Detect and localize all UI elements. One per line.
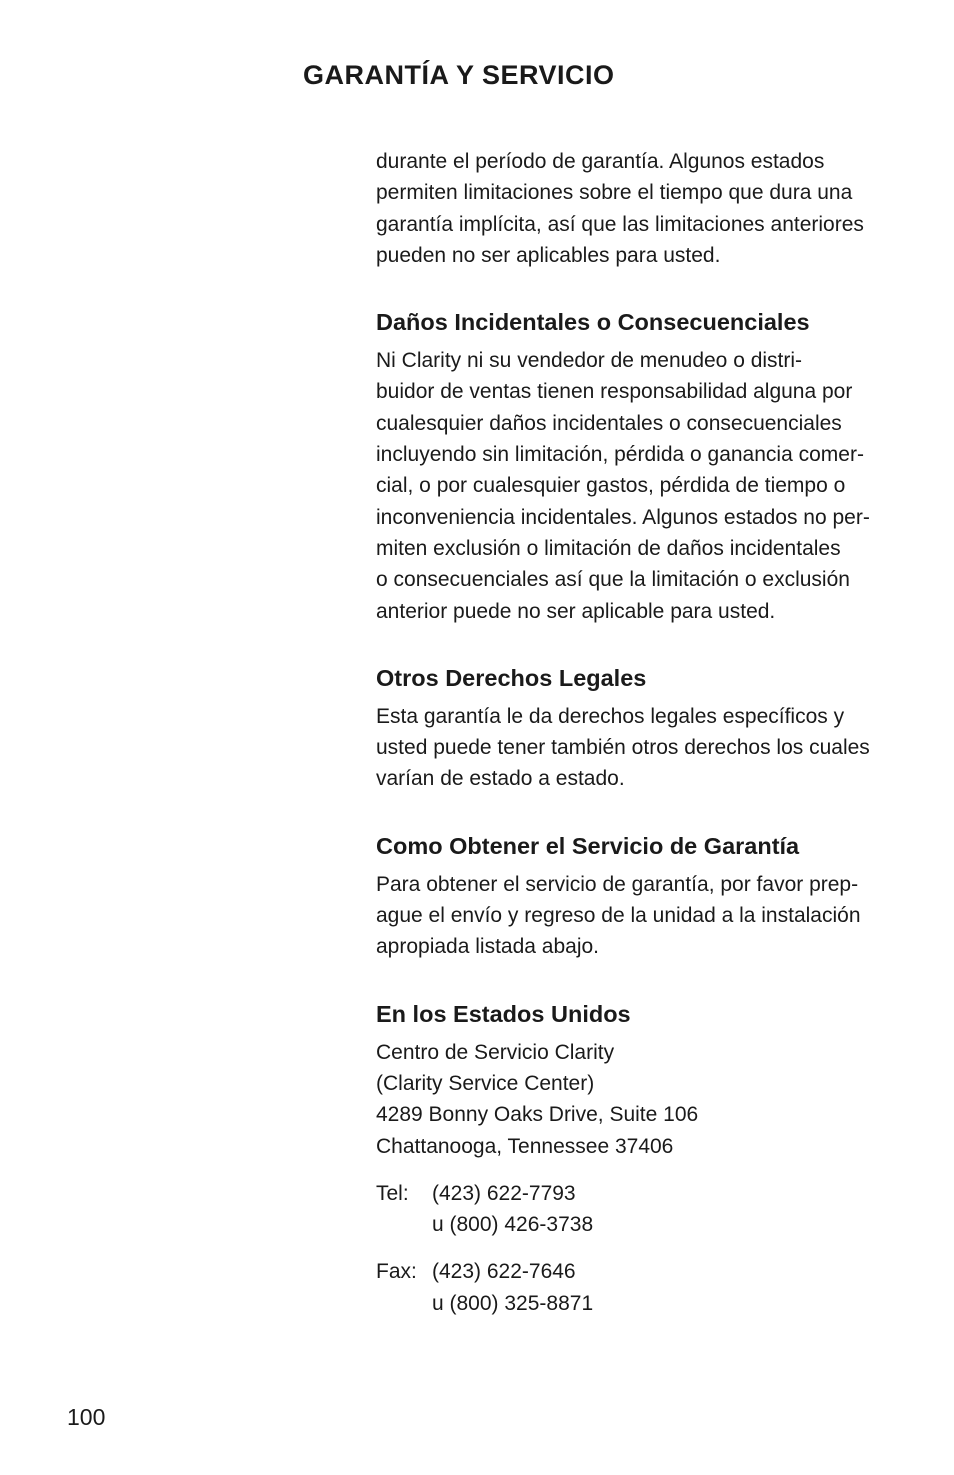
fax-number-2: u (800) 325-8871	[432, 1291, 594, 1315]
section-title-united-states: En los Estados Unidos	[376, 1000, 631, 1027]
section-body-legal-rights	[376, 701, 906, 795]
page-number: 100	[67, 1404, 106, 1430]
tel-number-2: u (800) 426-3738	[432, 1213, 594, 1237]
telephone-block	[376, 1178, 593, 1241]
text-line: miten exclusión o limitación de daños incidentales	[376, 536, 841, 560]
section-title-legal-rights: Otros Derechos Legales	[376, 664, 647, 691]
text-line: apropiada listada abajo.	[376, 935, 600, 959]
address-line: 4289 Bonny Oaks Drive, Suite 106	[376, 1103, 699, 1127]
tel-number-1: (423) 622-7793	[432, 1181, 576, 1205]
tel-label: Tel:	[376, 1181, 409, 1205]
text-line: buidor de ventas tienen responsabilidad alguna por	[376, 380, 853, 404]
address-line: Chattanooga, Tennessee 37406	[376, 1134, 674, 1158]
section-title-warranty-service: Como Obtener el Servicio de Garantía	[376, 832, 800, 859]
text-line: cial, o por cualesquier gastos, pérdida de tiempo o	[376, 474, 846, 498]
text-line: o consecuenciales así que la limitación o exclusión	[376, 568, 850, 592]
section-body-warranty-service	[376, 869, 906, 963]
main-content	[376, 146, 906, 1319]
text-line: pueden no ser aplicables para usted.	[376, 243, 721, 267]
page-title: GARANTÍA Y SERVICIO	[303, 60, 615, 90]
address-line: (Clarity Service Center)	[376, 1071, 595, 1095]
text-line: Ni Clarity ni su vendedor de menudeo o distri-	[376, 349, 803, 373]
text-line: garantía implícita, así que las limitaciones anteriores	[376, 212, 864, 236]
address-line: Centro de Servicio Clarity	[376, 1040, 615, 1064]
text-line: ague el envío y regreso de la unidad a la instalación	[376, 904, 861, 928]
text-line: varían de estado a estado.	[376, 767, 625, 791]
text-line: anterior puede no ser aplicable para usted.	[376, 599, 776, 623]
text-line: Para obtener el servicio de garantía, por favor prep-	[376, 872, 859, 896]
service-center-address	[376, 1037, 906, 1162]
fax-number-1: (423) 622-7646	[432, 1260, 576, 1284]
fax-block	[376, 1256, 593, 1319]
text-line: Esta garantía le da derechos legales específicos y	[376, 704, 845, 728]
section-body-incidental-damages	[376, 345, 906, 627]
text-line: permiten limitaciones sobre el tiempo que dura una	[376, 181, 853, 205]
text-line: inconveniencia incidentales. Algunos estados no per-	[376, 505, 870, 529]
text-line: usted puede tener también otros derechos los cuales	[376, 736, 870, 760]
section-title-incidental-damages: Daños Incidentales o Consecuenciales	[376, 309, 810, 336]
text-line: durante el período de garantía. Algunos estados	[376, 150, 825, 173]
text-line: incluyendo sin limitación, pérdida o ganancia comer-	[376, 443, 864, 467]
fax-label: Fax:	[376, 1260, 417, 1284]
intro-paragraph	[376, 146, 906, 271]
text-line: cualesquier daños incidentales o consecuenciales	[376, 411, 842, 435]
